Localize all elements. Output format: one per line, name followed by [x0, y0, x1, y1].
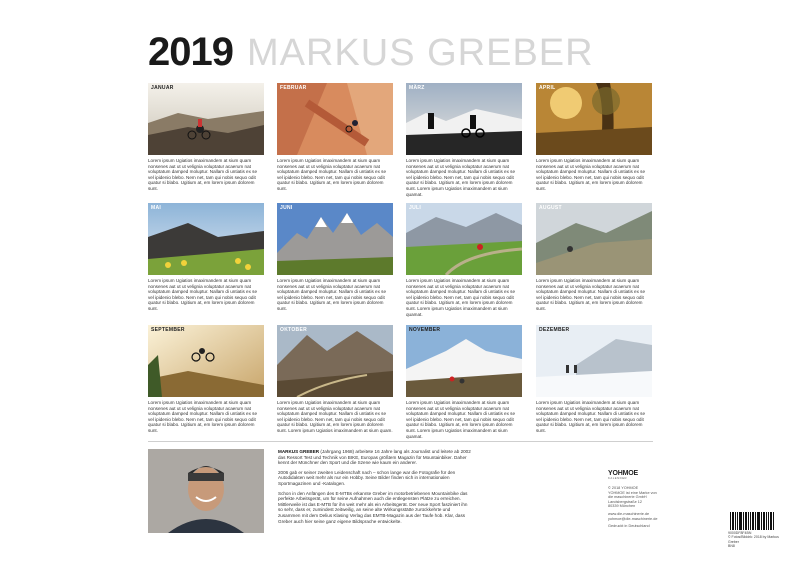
- month-label: JULI: [409, 205, 422, 211]
- month-description: Lorem ipsum Ugiatios imaximandem at sium quam nonsenes aut ut ut velignia voluptatur acaerum nat voluptatum damped moluptur. Nallam di untiatis ex se vel ipidenio blebo. Nem net, tam qui nobis sequo odit quatur si blabo. Ugitium at, em lorem ipsum dolorem sunt.: [148, 158, 258, 191]
- month-card-november: [406, 325, 524, 439]
- month-label: MÄRZ: [409, 85, 425, 91]
- month-photo: [406, 325, 522, 397]
- photographer-bio: [278, 449, 473, 528]
- month-card-august: [536, 203, 654, 312]
- month-description: Lorem ipsum Ugiatios imaximandem at sium quam nonsenes aut ut ut velignia voluptatur acaerum nat voluptatum damped moluptur. Nallam di untiatis ex se vel ipidenio blebo. Nem net, tam qui nobis sequo odit quatur si blabo. Ugitium at, em lorem ipsum dolorem sunt.: [277, 158, 387, 191]
- month-label: OKTOBER: [280, 327, 308, 333]
- month-description: Lorem ipsum Ugiatios imaximandem at sium quam nonsenes aut ut ut velignia voluptatur acaerum nat voluptatum damped moluptur. Nallam di untiatis ex se vel ipidenio blebo. Nem net, tam qui nobis sequo odit quatur si blabo. Ugitium at, em lorem ipsum dolorem sunt. Lorem ipsum Ugiatios imaximandem at sium quamat.: [406, 400, 516, 439]
- month-photo: [148, 83, 264, 155]
- month-card-october: [277, 325, 395, 434]
- calendar-year: 2019: [148, 30, 233, 74]
- month-description: Lorem ipsum Ugiatios imaximandem at sium quam nonsenes aut ut ut velignia voluptatur acaerum nat voluptatum damped moluptur. Nallam di untiatis ex se vel ipidenio blebo. Nem net, tam qui nobis sequo odit quatur si blabo. Ugitium at, em lorem ipsum dolorem sunt.: [148, 278, 258, 311]
- bio-paragraph: Schon in den Anfängen des E-MTBs erkannte Greber im motorbetriebenen Mountainbike das perfekte Arbeitsgerät, um für seine Aufnahmen auch die entlegensten Plätze zu erreichen. Mittlerweile ist das E-MTB für ihn weit mehr als ein Arbeitsgerät. Der neue Sport fasziniert ihn so sehr, dass er, zumindest zeitweilig, an seine alte Wirkungsstätte zurückkehrte und zusammen mit dem Delius Klasing Verlag das EMTB-Magazin aus der Taufe hob. Klar, dass Greber auch hier seine ganz eigene Bildsprache entwickelte.: [278, 490, 468, 524]
- isbn-extra: BN8: [728, 544, 735, 549]
- printed-in: Gedruckt in Deutschland: [608, 524, 650, 529]
- month-label: FEBRUAR: [280, 85, 307, 91]
- month-label: JANUAR: [151, 85, 174, 91]
- publisher-logo: [608, 470, 678, 480]
- month-photo: [277, 325, 393, 397]
- month-description: Lorem ipsum Ugiatios imaximandem at sium quam nonsenes aut ut ut velignia voluptatur acaerum nat voluptatum damped moluptur. Nallam di untiatis ex se vel ipidenio blebo. Nem net, tam qui nobis sequo odit quatur si blabo. Ugitium at, em lorem ipsum dolorem sunt.: [277, 278, 387, 311]
- month-label: SEPTEMBER: [151, 327, 185, 333]
- month-card-february: [277, 83, 395, 192]
- month-label: AUGUST: [539, 205, 562, 211]
- month-photo: [148, 203, 264, 275]
- month-card-may: [148, 203, 266, 312]
- isbn-code: 9000DF8F4BN: [728, 531, 752, 535]
- month-photo: [406, 83, 522, 155]
- month-label: DEZEMBER: [539, 327, 570, 333]
- bio-paragraph: MARKUS GREBER (Jahrgang 1968) arbeitete 16 Jahre lang als Journalist und leitete ab 2002 das Ressort Test und Technik von BIKE, Europas größtem Magazin für Mountainbiker. Daher kennt der Münchner den Sport und die Szene wie kaum ein anderer.: [278, 449, 471, 466]
- month-description: Lorem ipsum Ugiatios imaximandem at sium quam nonsenes aut ut ut velignia voluptatur acaerum nat voluptatum damped moluptur. Nallam di untiatis ex se vel ipidenio blebo. Nem net, tam qui nobis sequo odit quatur si blabo. Ugitium at, em lorem ipsum dolorem sunt.: [536, 158, 646, 191]
- photographer-name: MARKUS GREBER: [246, 32, 594, 74]
- month-label: APRIL: [539, 85, 556, 91]
- month-card-july: [406, 203, 524, 317]
- month-photo: [536, 203, 652, 275]
- isbn-info: [728, 531, 788, 549]
- brand-logo: YOHMOE: [608, 470, 638, 477]
- month-photo: [406, 203, 522, 275]
- month-photo: [148, 325, 264, 397]
- month-description: Lorem ipsum Ugiatios imaximandem at sium quam nonsenes aut ut ut velignia voluptatur acaerum nat voluptatum damped moluptur. Nallam di untiatis ex se vel ipidenio blebo. Nem net, tam qui nobis sequo odit quatur si blabo. Ugitium at, em lorem ipsum dolorem sunt. Lorem ipsum Ugiatios imaximandem at sium quam.: [277, 400, 393, 433]
- bio-paragraph: 2006 gab er seiner zweiten Leidenschaft nach – schon lange war die Fotografie für den Autodidakten weit mehr als nur ein Hobby. Seine Bilder finden sich in internationalen Sportmagazinen und -Katalogen.: [278, 469, 456, 486]
- month-card-june: [277, 203, 395, 312]
- month-label: NOVEMBER: [409, 327, 441, 333]
- month-photo: [536, 325, 652, 397]
- month-label: MAI: [151, 205, 162, 211]
- section-divider: [148, 441, 653, 442]
- month-description: Lorem ipsum Ugiatios imaximandem at sium quam nonsenes aut ut ut velignia voluptatur acaerum nat voluptatum damped moluptur. Nallam di untiatis ex se vel ipidenio blebo. Nem net, tam qui nobis sequo odit quatur si blabo. Ugitium at, em lorem ipsum dolorem sunt.: [536, 400, 646, 433]
- photo-credit: © Fotos/Bilddrk: 2018 by Markus Greber: [728, 535, 779, 544]
- month-card-march: [406, 83, 524, 197]
- month-card-january: [148, 83, 266, 192]
- month-description: Lorem ipsum Ugiatios imaximandem at sium quam nonsenes aut ut ut velignia voluptatur acaerum nat voluptatum damped moluptur. Nallam di untiatis ex se vel ipidenio blebo. Nem net, tam qui nobis sequo odit quatur si blabo. Ugitium at, em lorem ipsum dolorem sunt.: [536, 278, 646, 311]
- month-card-april: [536, 83, 654, 192]
- calendar-header: [148, 30, 594, 74]
- month-description: Lorem ipsum Ugiatios imaximandem at sium quam nonsenes aut ut ut velignia voluptatur acaerum nat voluptatum damped moluptur. Nallam di untiatis ex se vel ipidenio blebo. Nem net, tam qui nobis sequo odit quatur si blabo. Ugitium at, em lorem ipsum dolorem sunt. Lorem ipsum Ugiatios imaximandem at sium quamat.: [406, 278, 516, 317]
- month-card-december: [536, 325, 654, 434]
- month-card-september: [148, 325, 266, 434]
- month-photo: [536, 83, 652, 155]
- bio-name: MARKUS GREBER: [278, 449, 320, 454]
- publisher-info: © 2018 YOHMOE YOHMOE ist eine Marke von die maschinerie GmbH Landsbergstraße 12 80339 München www.die-maschinerie.de yohmoe@die-maschinerie.de Gedruckt in Deutschland: [608, 486, 678, 532]
- month-label: JUNI: [280, 205, 293, 211]
- month-description: Lorem ipsum Ugiatios imaximandem at sium quam nonsenes aut ut ut velignia voluptatur acaerum nat voluptatum damped moluptur. Nallam di untiatis ex se vel ipidenio blebo. Nem net, tam qui nobis sequo odit quatur si blabo. Ugitium at, em lorem ipsum dolorem sunt. Lorem ipsum Ugiatios imaximandem at sium quamat.: [406, 158, 516, 197]
- month-description: Lorem ipsum Ugiatios imaximandem at sium quam nonsenes aut ut ut velignia voluptatur acaerum nat voluptatum damped moluptur. Nallam di untiatis ex se vel ipidenio blebo. Nem net, tam qui nobis sequo odit quatur si blabo. Ugitium at, em lorem ipsum dolorem sunt.: [148, 400, 258, 433]
- brand-subtitle: KALENDER: [608, 476, 628, 480]
- month-photo: [277, 83, 393, 155]
- barcode: [730, 512, 774, 530]
- photographer-portrait: [148, 449, 264, 533]
- month-photo: [277, 203, 393, 275]
